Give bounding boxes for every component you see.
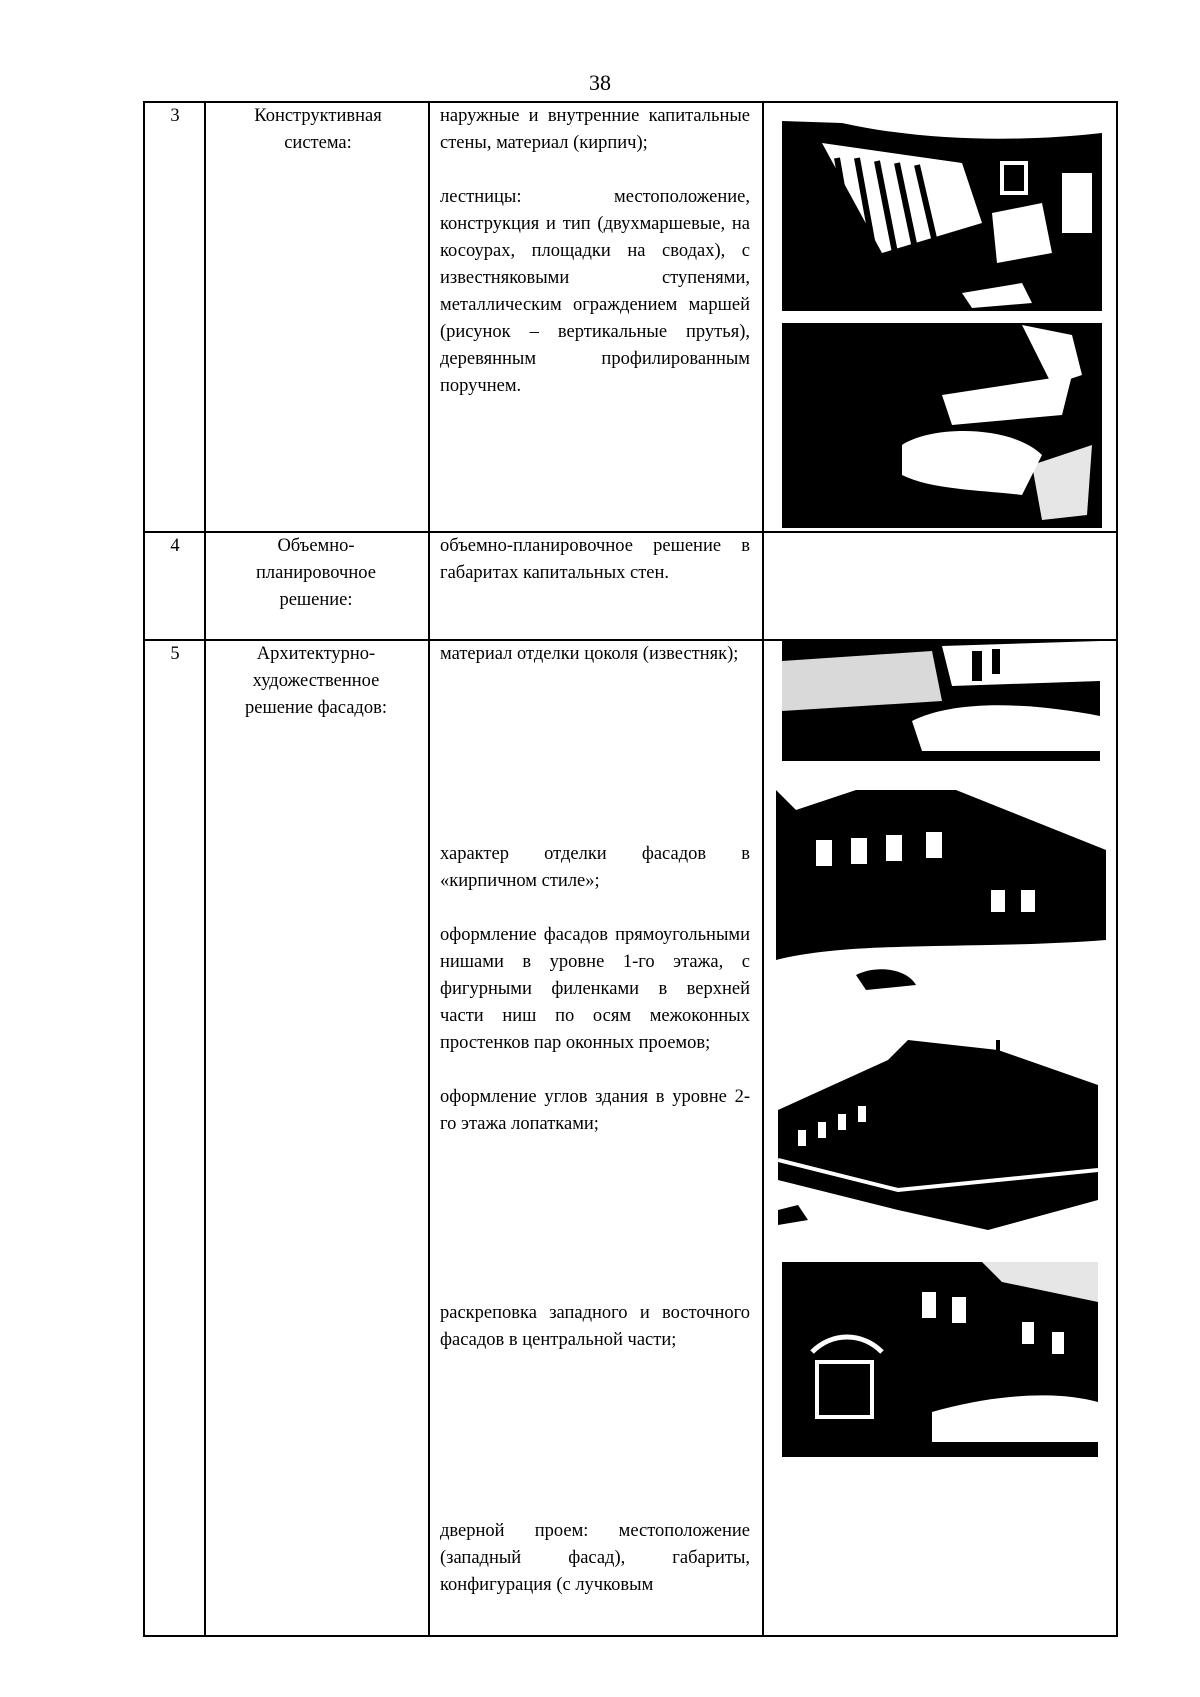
photo-staircase-railing <box>782 103 1102 311</box>
row-4-title: Объемно-планировочное решение: <box>256 536 376 610</box>
staircase-railing-image <box>782 103 1102 311</box>
row-5-description <box>440 641 750 1599</box>
row-4-number: 4 <box>170 536 180 556</box>
table-right-border <box>1116 101 1118 1637</box>
photo-plinth <box>782 641 1100 761</box>
table-left-border <box>143 101 145 1637</box>
column-divider-2 <box>428 101 430 1637</box>
paragraph-plinth: материал отделки цоколя (известняк); <box>440 644 739 664</box>
paragraph-layout: объемно-планировочное решение в габаритах капитальных стен. <box>440 536 750 583</box>
stair-landing-image <box>782 315 1102 528</box>
photo-facade-corner <box>776 790 1106 1012</box>
row-3-description <box>440 103 750 400</box>
paragraph-doorway: дверной проем: местоположение (западный фасад), габариты, конфигурация (с лучковым <box>440 1521 750 1595</box>
paragraph-corners: оформление углов здания в уровне 2-го этажа лопатками; <box>440 1087 750 1134</box>
table-bottom-border <box>143 1635 1118 1637</box>
row-4-description <box>440 533 750 587</box>
row-5-title: Архитектурно-художественное решение фасадов: <box>245 644 387 718</box>
page-number: 38 <box>589 70 611 95</box>
plinth-image <box>782 641 1100 761</box>
row-3-title: Конструктивная система: <box>254 106 382 153</box>
paragraph-facade-finish: характер отделки фасадов в «кирпичном стиле»; <box>440 844 750 891</box>
row-3-number: 3 <box>170 106 180 126</box>
photo-facade-projection <box>782 1262 1098 1457</box>
column-divider-1 <box>204 101 206 1637</box>
building-corner-image <box>778 1040 1106 1236</box>
photo-building-corner <box>778 1040 1106 1236</box>
photo-stair-landing <box>782 315 1102 528</box>
paragraph-projections: раскреповка западного и восточного фасадов в центральной части; <box>440 1303 750 1350</box>
column-divider-3 <box>762 101 764 1637</box>
paragraph-stairs: лестницы: местоположение, конструкция и тип (двухмаршевые, на косоурах, площадки на сводах), с известняковыми ступенями, металлическим ограждением маршей (рисунок – вертикальные прутья), деревянным профилированным поручнем. <box>440 187 750 396</box>
facade-projection-image <box>782 1262 1098 1457</box>
paragraph-walls: наружные и внутренние капитальные стены, материал (кирпич); <box>440 106 750 153</box>
paragraph-niches: оформление фасадов прямоугольными нишами в уровне 1-го этажа, с фигурными филенками в верхней части ниш по осям межоконных простенков пар оконных проемов; <box>440 925 750 1053</box>
row-5-number: 5 <box>170 644 180 664</box>
facade-corner-image <box>776 790 1106 1012</box>
